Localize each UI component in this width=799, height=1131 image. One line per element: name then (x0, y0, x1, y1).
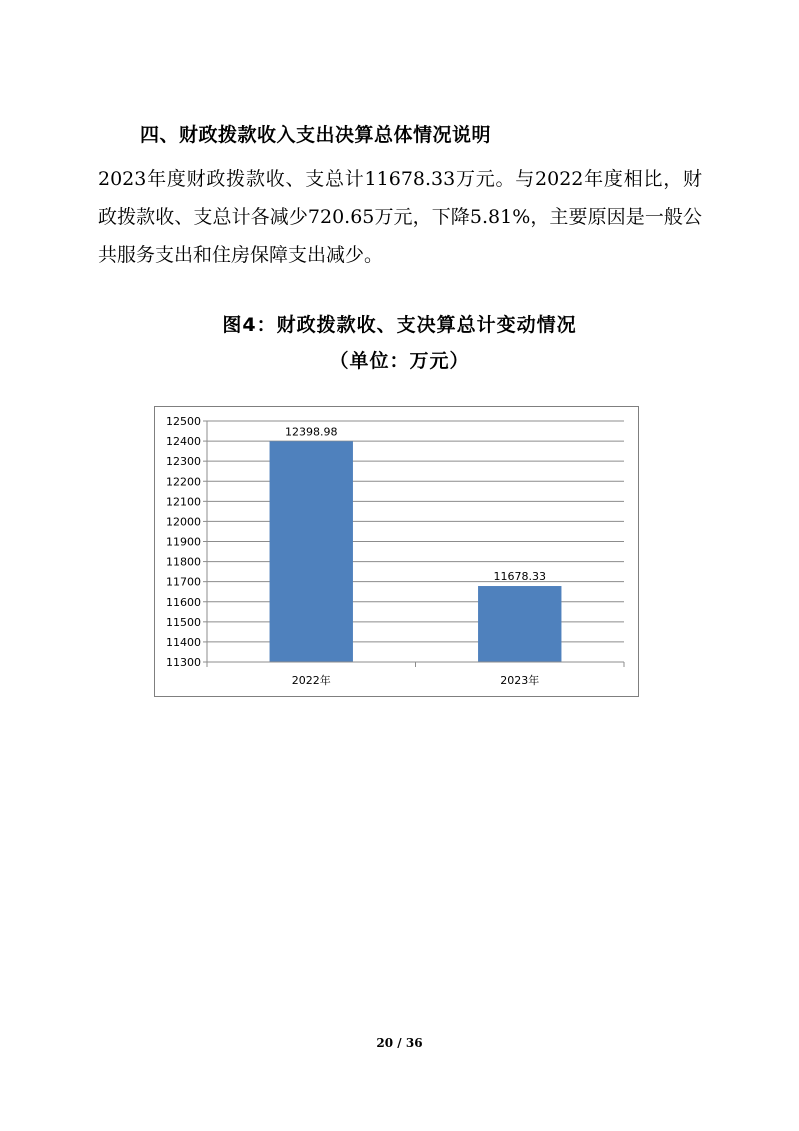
y-tick-label: 11400 (166, 635, 201, 649)
bar (478, 586, 561, 662)
y-tick-label: 11700 (166, 575, 201, 589)
y-tick-label: 12500 (166, 415, 201, 428)
figure-unit: （单位：万元） (329, 350, 470, 372)
section-paragraph: 2023年度财政拨款收、支总计11678.33万元。与2022年度相比，财政拨款收、支总计各减少720.65万元，下降5.81%，主要原因是一般公共服务支出和住房保障支出减少。 (98, 168, 702, 266)
y-tick-label: 11900 (166, 535, 201, 549)
x-tick-label: 2022年 (291, 674, 331, 687)
y-tick-label: 12300 (166, 455, 201, 469)
y-tick-label: 11500 (166, 615, 201, 629)
bar (270, 441, 353, 662)
bar-chart-svg (155, 407, 638, 696)
page-number: 20 / 36 (376, 1036, 423, 1050)
figure-title: 图4：财政拨款收、支决算总计变动情况 (222, 314, 577, 336)
y-tick-label: 12400 (166, 435, 201, 449)
bar-value-label: 12398.98 (285, 425, 338, 439)
y-tick-label: 11300 (166, 656, 201, 669)
y-tick-label: 11600 (166, 595, 201, 609)
bar-chart (154, 406, 639, 697)
y-tick-label: 12000 (166, 515, 201, 529)
y-tick-label: 11800 (166, 555, 201, 569)
y-tick-label: 12200 (166, 475, 201, 489)
bar-value-label: 11678.33 (493, 570, 546, 584)
x-tick-label: 2023年 (500, 674, 540, 687)
section-heading: 四、财政拨款收入支出决算总体情况说明 (140, 124, 492, 146)
y-tick-label: 12100 (166, 495, 201, 509)
